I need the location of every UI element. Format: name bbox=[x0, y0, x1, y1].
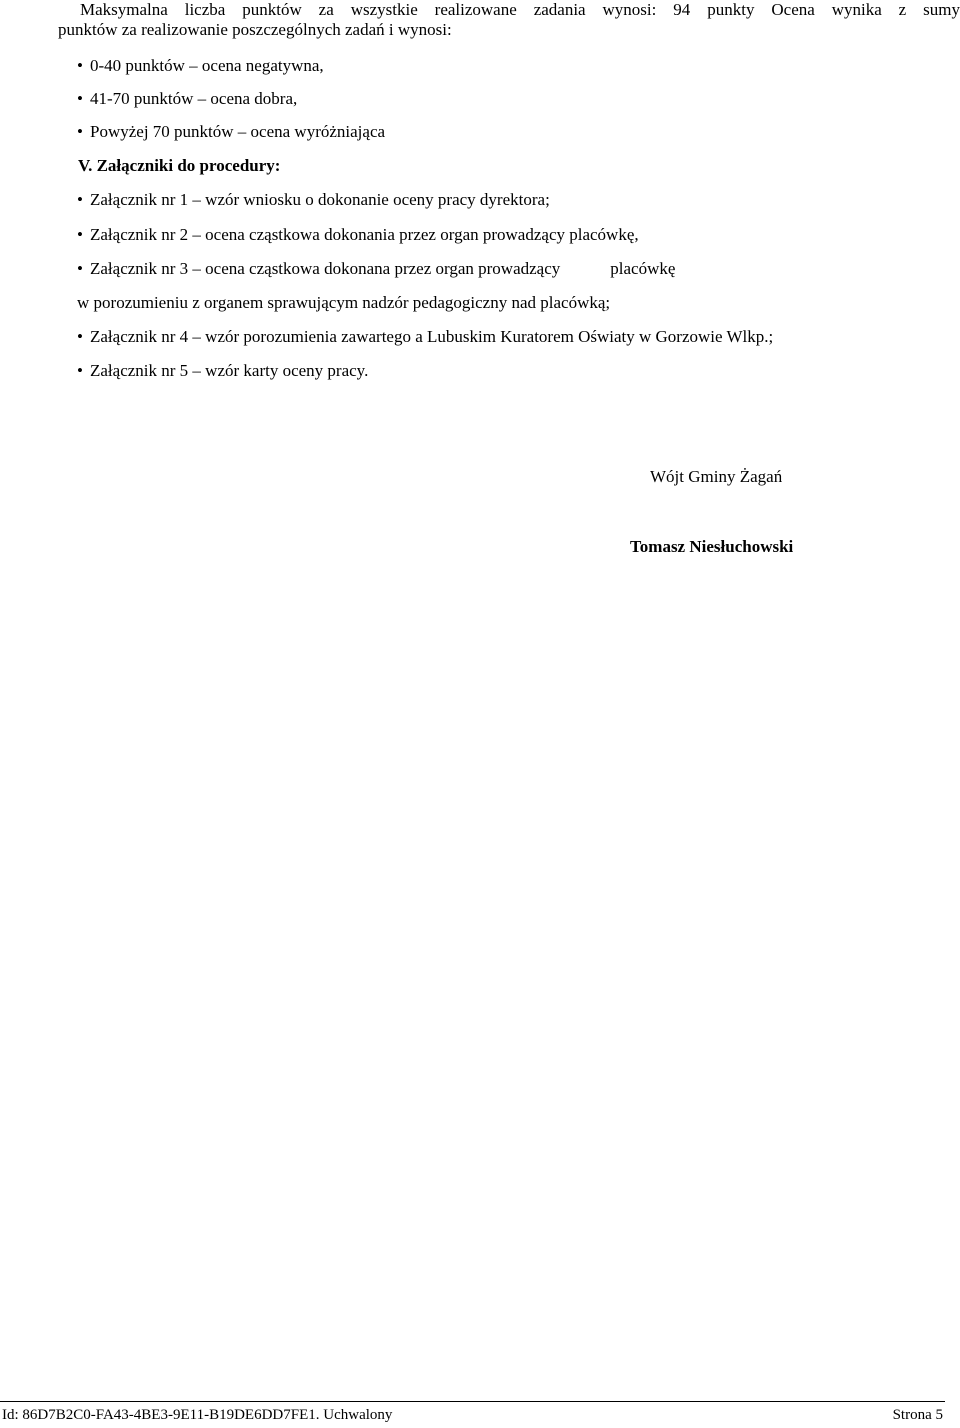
attachment-item-label-tail: placówkę bbox=[610, 259, 676, 278]
attachment-item-3-continuation: w porozumieniu z organem sprawującym nadzór pedagogiczny nad placówką; bbox=[77, 293, 611, 312]
bullet-icon: • bbox=[77, 327, 83, 346]
attachment-item-3 bbox=[77, 259, 675, 279]
bullet-icon: • bbox=[77, 225, 83, 244]
attachment-item-1 bbox=[77, 190, 550, 210]
bullet-icon: • bbox=[77, 190, 83, 209]
attachment-item-4 bbox=[77, 327, 773, 347]
footer-divider bbox=[0, 1401, 945, 1402]
grade-item-label: Powyżej 70 punktów – ocena wyróżniająca bbox=[90, 122, 386, 141]
attachment-item-label: Załącznik nr 1 – wzór wniosku o dokonanie oceny pracy dyrektora; bbox=[90, 190, 550, 209]
attachment-item-5 bbox=[77, 361, 368, 381]
bullet-icon: • bbox=[77, 89, 83, 108]
intro-paragraph bbox=[58, 0, 960, 41]
footer-page-number: Strona 5 bbox=[892, 1407, 943, 1423]
intro-line-1: Maksymalna liczba punktów za wszystkie realizowane zadania wynosi: 94 punkty Ocena wynika z sumy bbox=[80, 0, 960, 19]
signature-role: Wójt Gminy Żagań bbox=[650, 467, 783, 486]
grade-item-distinguished bbox=[77, 122, 385, 142]
bullet-icon: • bbox=[77, 56, 83, 75]
grade-item-good bbox=[77, 89, 297, 109]
grade-item-label: 0-40 punktów – ocena negatywna, bbox=[90, 56, 324, 75]
bullet-icon: • bbox=[77, 259, 83, 278]
attachment-item-label: Załącznik nr 2 – ocena cząstkowa dokonania przez organ prowadzący placówkę, bbox=[90, 225, 639, 244]
attachment-item-2 bbox=[77, 225, 639, 245]
intro-line-2: punktów za realizowanie poszczególnych zadań i wynosi: bbox=[58, 20, 452, 40]
grade-item-label: 41-70 punktów – ocena dobra, bbox=[90, 89, 298, 108]
section-heading: V. Załączniki do procedury: bbox=[78, 156, 281, 175]
bullet-icon: • bbox=[77, 361, 83, 380]
bullet-icon: • bbox=[77, 122, 83, 141]
signature-name: Tomasz Niesłuchowski bbox=[630, 537, 794, 556]
footer-document-id: Id: 86D7B2C0-FA43-4BE3-9E11-B19DE6DD7FE1. Uchwalony bbox=[2, 1407, 393, 1423]
attachment-item-label: Załącznik nr 3 – ocena cząstkowa dokonana przez organ prowadzący bbox=[90, 259, 561, 278]
attachment-item-label: Załącznik nr 4 – wzór porozumienia zawartego a Lubuskim Kuratorem Oświaty w Gorzowie Wlkp.; bbox=[90, 327, 774, 346]
grade-item-negative bbox=[77, 56, 324, 76]
attachment-item-label: Załącznik nr 5 – wzór karty oceny pracy. bbox=[90, 361, 369, 380]
